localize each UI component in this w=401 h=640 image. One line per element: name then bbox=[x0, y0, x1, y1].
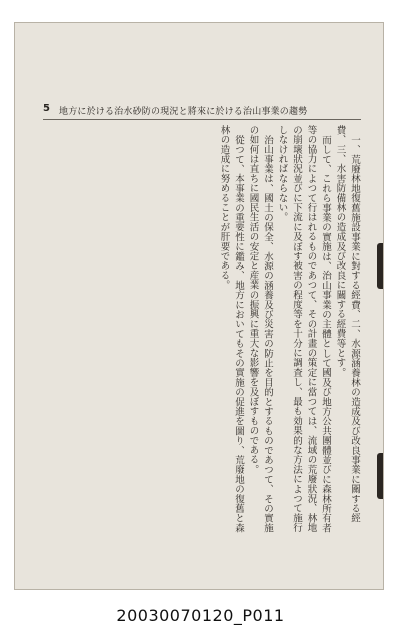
running-title: 地方に於ける治水砂防の現況と將來に於ける治山事業の趨勢 bbox=[59, 107, 308, 117]
body-text bbox=[45, 125, 361, 541]
paragraph: 治山事業は、國土の保全、水源の涵養及び災害の防止を目的とするものであつて、その實施の如何は直ちに國民生活の安定と産業の振興に重大な影響を及ぼすものである。 bbox=[247, 125, 273, 533]
page-number: 5 bbox=[43, 103, 50, 114]
page-header bbox=[43, 103, 361, 120]
binding-staple bbox=[377, 243, 384, 289]
image-caption: 20030070120_P011 bbox=[116, 606, 285, 625]
paragraph: 一、荒廢林地復舊施設事業に對する經費、二、水源涵養林の造成及び改良事業に關する經費、三、水害防備林の造成及び改良に關する經費等とす。 bbox=[334, 125, 360, 523]
binding-staple bbox=[377, 453, 384, 499]
paragraph: 而して、これら事業の實施は、治山事業の主體として國及び地方公共團體並びに森林所有者等の協力によつて行はれるものであつて、その計畫の策定に當つては、流域の荒廢狀況、林地の崩壞狀況並びに下流に及ぼす被害の程度等を十分に調査し、最も効果的な方法によつて施行しなければならない。 bbox=[276, 125, 331, 533]
paragraph: 從つて、本事業の重要性に鑑み、地方においてもその實施の促進を圖り、荒廢地の復舊と森林の造成に努めることが肝要である。 bbox=[218, 125, 244, 533]
document-page bbox=[14, 22, 384, 590]
